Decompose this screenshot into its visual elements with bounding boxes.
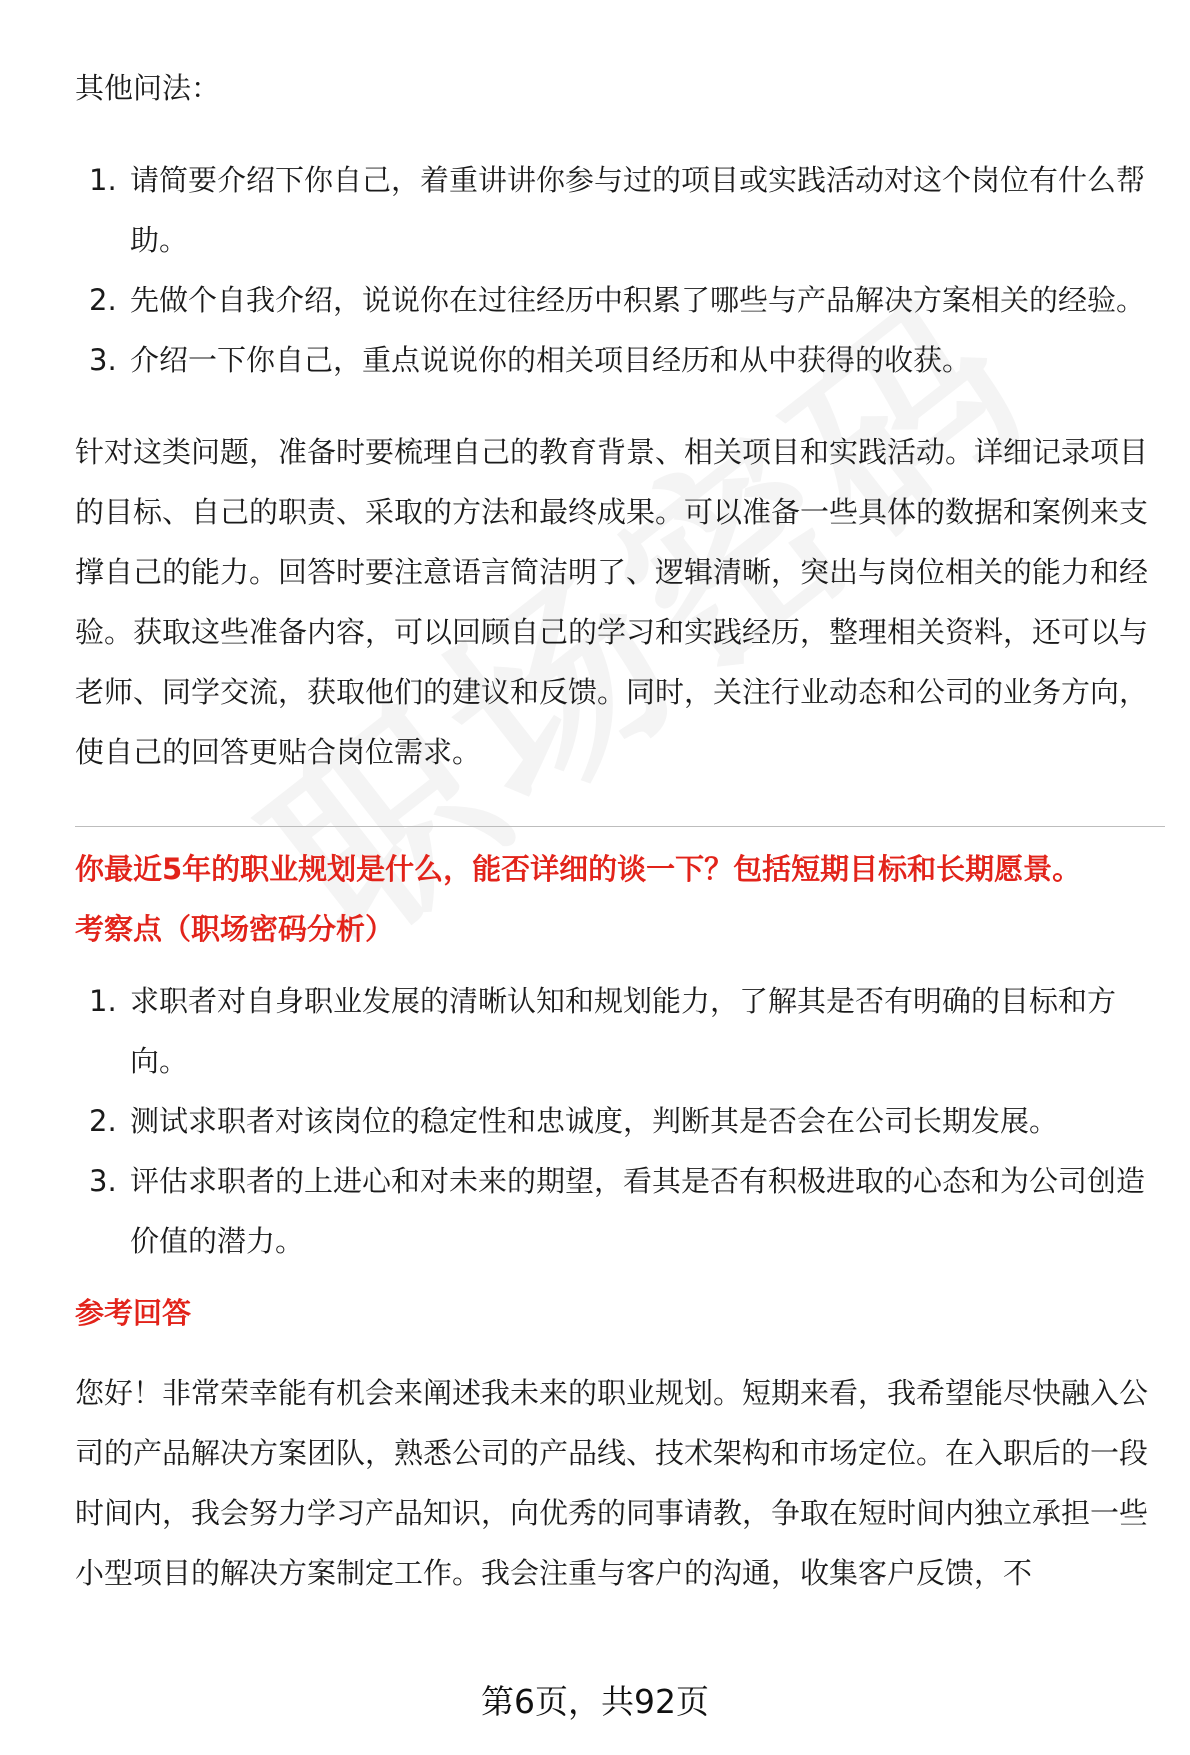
other-questions-label: 其他问法： [75, 71, 221, 105]
list-number: 2. [89, 283, 117, 317]
list-number: 3. [89, 1164, 117, 1198]
list-number: 2. [89, 1104, 117, 1138]
list-item [75, 270, 1165, 330]
list-item [75, 1151, 1165, 1271]
list-number: 1. [89, 163, 117, 197]
question-heading: 你最近5年的职业规划是什么，能否详细的谈一下？包括短期目标和长期愿景。 [75, 852, 1082, 886]
list-number: 1. [89, 984, 117, 1018]
page-footer: 第6页，共92页 [481, 1682, 709, 1721]
prep-paragraph: 针对这类问题，准备时要梳理自己的教育背景、相关项目和实践活动。详细记录项目的目标、自己的职责、采取的方法和最终成果。可以准备一些具体的数据和案例来支撑自己的能力。回答时要注意语言简洁明了、逻辑清晰，突出与岗位相关的能力和经验。获取这些准备内容，可以回顾自己的学习和实践经历，整理相关资料，还可以与老师、同学交流，获取他们的建议和反馈。同时，关注行业动态和公司的业务方向，使自己的回答更贴合岗位需求。 [75, 435, 1149, 769]
list-item-text: 先做个自我介绍，说说你在过往经历中积累了哪些与产品解决方案相关的经验。 [130, 283, 1146, 317]
list-item-text: 请简要介绍下你自己，着重讲讲你参与过的项目或实践活动对这个岗位有什么帮助。 [130, 163, 1146, 257]
list-item-text: 评估求职者的上进心和对未来的期望，看其是否有积极进取的心态和为公司创造价值的潜力。 [130, 1164, 1146, 1258]
focus-label: 考察点（职场密码分析） [75, 912, 395, 946]
list-item-text: 测试求职者对该岗位的稳定性和忠诚度，判断其是否会在公司长期发展。 [130, 1104, 1059, 1138]
section-divider [75, 826, 1165, 827]
answer-label: 参考回答 [75, 1296, 192, 1330]
list-item [75, 1091, 1165, 1151]
spacer [75, 390, 1165, 422]
list-item [75, 971, 1165, 1091]
list-item-text: 介绍一下你自己，重点说说你的相关项目经历和从中获得的收获。 [130, 343, 972, 377]
page-content [75, 58, 1165, 1603]
list-item-text: 求职者对自身职业发展的清晰认知和规划能力，了解其是否有明确的目标和方向。 [130, 984, 1117, 1078]
answer-paragraph: 您好！非常荣幸能有机会来阐述我未来的职业规划。短期来看，我希望能尽快融入公司的产品解决方案团队，熟悉公司的产品线、技术架构和市场定位。在入职后的一段时间内，我会努力学习产品知识，向优秀的同事请教，争取在短时间内独立承担一些小型项目的解决方案制定工作。我会注重与客户的沟通，收集客户反馈，不 [75, 1376, 1149, 1590]
list-item [75, 150, 1165, 270]
focus-points-list [75, 971, 1165, 1271]
list-number: 3. [89, 343, 117, 377]
list-item [75, 330, 1165, 390]
other-questions-list [75, 150, 1165, 390]
